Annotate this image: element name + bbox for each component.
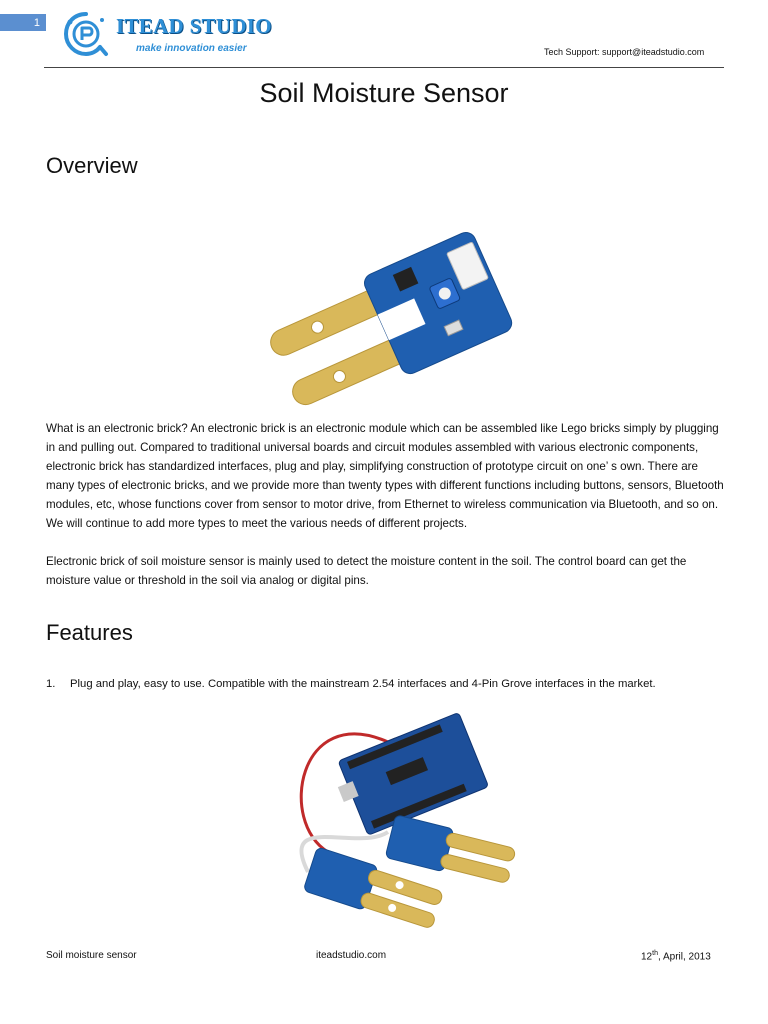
feature-text: Plug and play, easy to use. Compatible with the mainstream 2.54 interfaces and 4-Pin Grove interfaces in the market. (70, 678, 656, 690)
footer-date-rest: , April, 2013 (657, 951, 711, 963)
feature-item (46, 678, 736, 690)
feature-number: 1. (46, 678, 56, 690)
arduino-setup-photo (238, 702, 528, 942)
footer-date (641, 950, 711, 962)
tech-support-contact: Tech Support: support@iteadstudio.com (544, 47, 705, 57)
page-number: 1 (33, 16, 40, 29)
footer-document-name: Soil moisture sensor (46, 950, 137, 961)
page-number-tab (0, 14, 46, 31)
brand-name: ITEAD STUDIO (116, 14, 272, 38)
features-heading: Features (46, 620, 133, 645)
page-title: Soil Moisture Sensor (259, 78, 509, 108)
brand-tagline: make innovation easier (136, 43, 247, 54)
footer-date-suffix: th (652, 950, 658, 957)
footer-date-day: 12 (641, 951, 653, 963)
footer-website: iteadstudio.com (316, 950, 387, 961)
overview-intro-paragraph: What is an electronic brick? An electronic brick is an electronic module which can be assembled like Lego bricks simply by plugging in and pulling out. Compared to traditional universal boards and circuit modules assembled with various electronic components, electronic brick has standardized interfaces, plug and play, simplifying construction of prototype circuit on one’ s own. There are many types of electronic bricks, and we provide more than twenty types with different functions including buttons, sensors, Bluetooth modules, etc, whose functions cover from sensor to motor drive, from Ethernet to wireless communication via Bluetooth, and so on. We will continue to add more types to meet the various needs of different projects. (46, 422, 724, 530)
overview-usage-paragraph: Electronic brick of soil moisture sensor is mainly used to detect the moisture content in the soil. The control board can get the moisture value or threshold in the soil via analog or digital pins. (46, 555, 687, 587)
overview-heading: Overview (46, 153, 138, 178)
itead-logo-icon (62, 10, 110, 58)
soil-sensor-photo (250, 228, 520, 410)
header-divider (44, 67, 724, 68)
